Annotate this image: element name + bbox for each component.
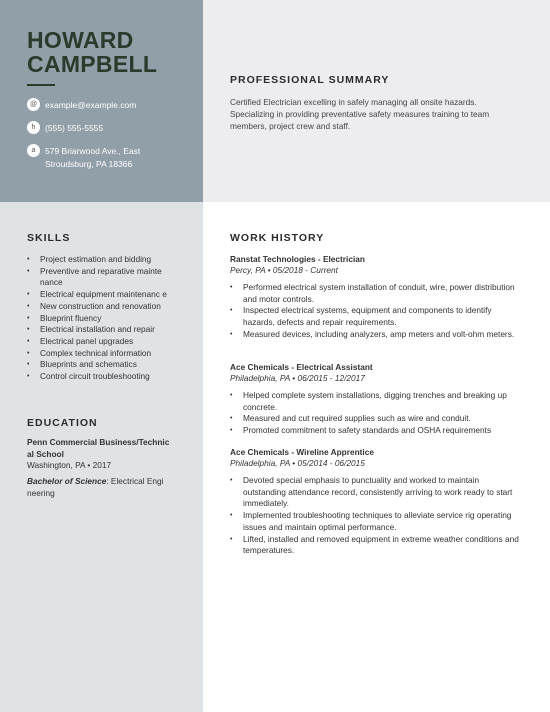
degree xyxy=(27,476,177,499)
school-location: Washington, PA • 2017 xyxy=(27,460,112,471)
job-bullet: • Measured and cut required supplies such as wire and conduit. xyxy=(230,413,522,425)
job-bullet: • Implemented troubleshooting techniques to alleviate service rig operating issues and maintain optimal performance. xyxy=(230,510,522,533)
work-title: WORK HISTORY xyxy=(230,232,325,244)
skills-list xyxy=(27,254,177,383)
skill-item: • Blueprint fluency xyxy=(27,313,177,325)
summary-text: Certified Electrician excelling in safely managing all onsite hazards. Specializing in providing preventative safety measures training to team members, project crew and staff. xyxy=(230,97,490,131)
job-bullet: • Inspected electrical systems, equipment and components to identify hazards, defects and repair requirements. xyxy=(230,305,522,328)
job-entry xyxy=(230,253,522,341)
phone-icon: h xyxy=(27,121,40,134)
job-title: Ace Chemicals - Wireline Apprentice xyxy=(230,447,374,457)
job-meta: Philadelphia, PA • 05/2014 - 06/2015 xyxy=(230,458,365,468)
degree-name: Bachelor of Science xyxy=(27,476,107,487)
email-text[interactable]: example@example.com xyxy=(45,100,137,110)
job-meta: Percy, PA • 05/2018 - Current xyxy=(230,265,338,275)
skill-item: • Electrical installation and repair xyxy=(27,324,177,336)
job-bullets xyxy=(230,390,522,437)
job-bullet: • Measured devices, including analyzers, amp meters and volt-ohm meters. xyxy=(230,329,522,341)
last-name: CAMPBELL xyxy=(27,51,158,77)
candidate-name xyxy=(27,28,157,76)
job-bullets xyxy=(230,475,522,557)
job-bullet: • Lifted, installed and removed equipment in extreme weather conditions and temperatures. xyxy=(230,534,522,557)
job-bullet: • Helped complete system installations, digging trenches and breaking up concrete. xyxy=(230,390,522,413)
school-name: Penn Commercial Business/Technic al School xyxy=(27,437,170,459)
skill-item: • Electrical panel upgrades xyxy=(27,336,177,348)
address-icon: a xyxy=(27,144,40,157)
job-bullets xyxy=(230,282,522,341)
education-entry xyxy=(27,437,177,500)
skill-item: • Control circuit troubleshooting xyxy=(27,371,177,383)
summary-title: PROFESSIONAL SUMMARY xyxy=(230,74,390,86)
skill-item: • Electrical equipment maintenanc e xyxy=(27,289,177,301)
skill-item: • Blueprints and schematics xyxy=(27,359,177,371)
degree-field: : Electrical Engi neering xyxy=(27,476,164,498)
job-bullet: • Promoted commitment to safety standards and OSHA requirements xyxy=(230,425,522,437)
job-title: Ace Chemicals - Electrical Assistant xyxy=(230,362,373,372)
job-bullet: • Performed electrical system installation of conduit, wire, power distribution and motor controls. xyxy=(230,282,522,305)
job-entry xyxy=(230,361,522,437)
job-bullet: • Devoted special emphasis to punctuality and worked to maintain outstanding attendance record, consistently arriving to work ready to start immediately. xyxy=(230,475,522,510)
job-title: Ranstat Technologies - Electrician xyxy=(230,254,365,264)
name-divider xyxy=(27,84,55,86)
education-title: EDUCATION xyxy=(27,417,98,429)
address-text: 579 Briarwood Ave., East Stroudsburg, PA 18366 xyxy=(45,146,141,169)
skills-title: SKILLS xyxy=(27,232,71,244)
first-name: HOWARD xyxy=(27,27,134,53)
skill-item: • Preventive and reparative mainte nance xyxy=(27,266,177,289)
skill-item: • Complex technical information xyxy=(27,348,177,360)
job-meta: Philadelphia, PA • 06/2015 - 12/2017 xyxy=(230,373,365,383)
skill-item: • Project estimation and bidding xyxy=(27,254,177,266)
phone-text: (555) 555-5555 xyxy=(45,123,104,133)
skill-item: • New construction and renovation xyxy=(27,301,177,313)
job-entry xyxy=(230,446,522,557)
email-icon: @ xyxy=(27,98,40,111)
